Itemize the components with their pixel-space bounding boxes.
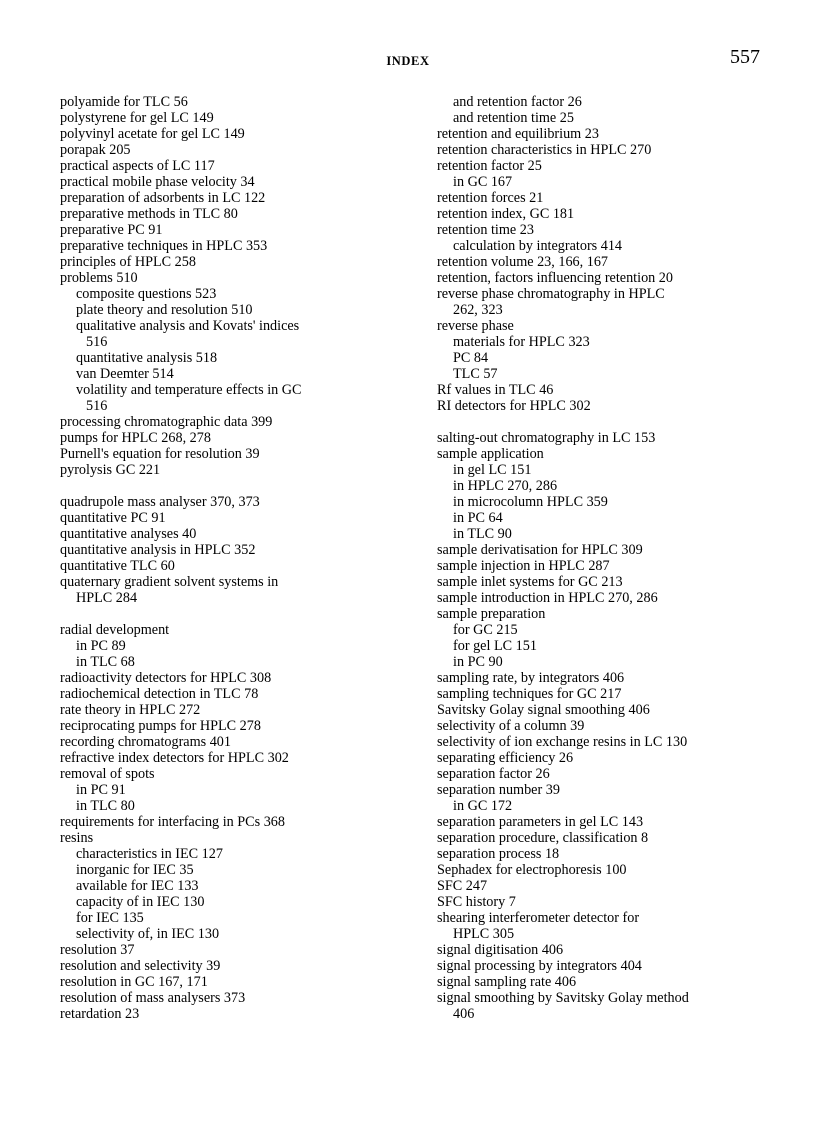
index-subentry: 516 [86,334,108,350]
index-entry: reciprocating pumps for HPLC 278 [60,718,261,734]
index-entry: resins [60,830,94,846]
index-entry: separation process 18 [437,846,560,862]
page-number: 557 [730,46,760,68]
index-entry: pyrolysis GC 221 [60,462,161,478]
index-subentry: materials for HPLC 323 [453,334,590,350]
index-subentry: qualitative analysis and Kovats' indices [76,318,300,334]
index-subentry: in microcolumn HPLC 359 [453,494,608,510]
index-entry: processing chromatographic data 399 [60,414,273,430]
index-entry: separation procedure, classification 8 [437,830,649,846]
index-entry: selectivity of ion exchange resins in LC 130 [437,734,688,750]
index-subentry: quantitative analysis 518 [76,350,218,366]
index-subentry: 406 [453,1006,475,1022]
index-entry: resolution 37 [60,942,135,958]
index-subentry: in PC 90 [453,654,503,670]
index-subentry: and retention factor 26 [453,94,582,110]
index-entry: retardation 23 [60,1006,140,1022]
index-entry: practical aspects of LC 117 [60,158,215,174]
index-entry: radial development [60,622,170,638]
index-entry: practical mobile phase velocity 34 [60,174,255,190]
index-entry: reverse phase chromatography in HPLC [437,286,665,302]
index-subentry: HPLC 305 [453,926,515,942]
index-entry: salting-out chromatography in LC 153 [437,430,656,446]
index-subentry: 262, 323 [453,302,503,318]
index-entry: preparation of adsorbents in LC 122 [60,190,266,206]
index-subentry: for GC 215 [453,622,518,638]
index-entry: resolution of mass analysers 373 [60,990,246,1006]
index-entry: retention, factors influencing retention 20 [437,270,673,286]
index-subentry: composite questions 523 [76,286,217,302]
index-entry: selectivity of a column 39 [437,718,585,734]
index-subentry: TLC 57 [453,366,498,382]
index-entry: retention forces 21 [437,190,544,206]
index-subentry: capacity of in IEC 130 [76,894,205,910]
index-entry: Rf values in TLC 46 [437,382,554,398]
index-subentry: selectivity of, in IEC 130 [76,926,220,942]
index-entry: retention characteristics in HPLC 270 [437,142,652,158]
index-entry: signal digitisation 406 [437,942,564,958]
index-section-gap [60,606,400,622]
index-subentry: in TLC 68 [76,654,135,670]
index-subentry: and retention time 25 [453,110,574,126]
running-head: INDEX [386,54,430,68]
index-entry: quantitative analysis in HPLC 352 [60,542,256,558]
index-entry: polyvinyl acetate for gel LC 149 [60,126,245,142]
index-entry: sample preparation [437,606,546,622]
index-entry: resolution in GC 167, 171 [60,974,208,990]
index-entry: SFC 247 [437,878,488,894]
index-entry: Purnell's equation for resolution 39 [60,446,260,462]
index-entry: porapak 205 [60,142,131,158]
index-entry: signal smoothing by Savitsky Golay method [437,990,689,1006]
index-column-right [437,94,782,1022]
index-entry: retention factor 25 [437,158,542,174]
index-subentry: for IEC 135 [76,910,144,926]
index-entry: problems 510 [60,270,138,286]
index-entry: polystyrene for gel LC 149 [60,110,214,126]
index-entry: separating efficiency 26 [437,750,574,766]
index-subentry: in PC 64 [453,510,503,526]
index-subentry: volatility and temperature effects in GC [76,382,302,398]
index-entry: reverse phase [437,318,514,334]
index-entry: principles of HPLC 258 [60,254,196,270]
index-subentry: inorganic for IEC 35 [76,862,194,878]
index-entry: signal processing by integrators 404 [437,958,642,974]
index-entry: retention and equilibrium 23 [437,126,599,142]
page-header [0,46,816,76]
index-entry: separation number 39 [437,782,560,798]
index-subentry: calculation by integrators 414 [453,238,623,254]
index-entry: refractive index detectors for HPLC 302 [60,750,289,766]
index-subentry: in GC 167 [453,174,513,190]
index-subentry: for gel LC 151 [453,638,537,654]
index-entry: preparative techniques in HPLC 353 [60,238,268,254]
index-entry: RI detectors for HPLC 302 [437,398,591,414]
index-entry: radioactivity detectors for HPLC 308 [60,670,272,686]
index-entry: sample injection in HPLC 287 [437,558,610,574]
index-entry: preparative methods in TLC 80 [60,206,238,222]
index-section-gap [437,414,782,430]
index-subentry: in GC 172 [453,798,513,814]
index-entry: preparative PC 91 [60,222,163,238]
index-entry: polyamide for TLC 56 [60,94,188,110]
index-entry: sampling techniques for GC 217 [437,686,622,702]
index-subentry: PC 84 [453,350,489,366]
index-entry: Savitsky Golay signal smoothing 406 [437,702,650,718]
index-entry: requirements for interfacing in PCs 368 [60,814,285,830]
index-subentry: available for IEC 133 [76,878,199,894]
index-subentry: in TLC 80 [76,798,135,814]
index-entry: shearing interferometer detector for [437,910,640,926]
index-subentry: plate theory and resolution 510 [76,302,253,318]
index-entry: quaternary gradient solvent systems in [60,574,279,590]
index-entry: retention index, GC 181 [437,206,575,222]
index-section-gap [60,478,400,494]
index-entry: sampling rate, by integrators 406 [437,670,625,686]
index-entry: sample introduction in HPLC 270, 286 [437,590,658,606]
index-subentry: in HPLC 270, 286 [453,478,558,494]
index-subentry: 516 [86,398,108,414]
index-entry: resolution and selectivity 39 [60,958,221,974]
index-entry: pumps for HPLC 268, 278 [60,430,211,446]
index-entry: retention volume 23, 166, 167 [437,254,609,270]
index-entry: rate theory in HPLC 272 [60,702,201,718]
index-subentry: characteristics in IEC 127 [76,846,223,862]
index-entry: sample application [437,446,544,462]
index-entry: Sephadex for electrophoresis 100 [437,862,627,878]
index-entry: separation parameters in gel LC 143 [437,814,644,830]
index-subentry: in gel LC 151 [453,462,532,478]
index-entry: retention time 23 [437,222,534,238]
index-subentry: in TLC 90 [453,526,512,542]
index-entry: sample derivatisation for HPLC 309 [437,542,643,558]
index-subentry: in PC 91 [76,782,126,798]
index-entry: recording chromatograms 401 [60,734,231,750]
index-subentry: in PC 89 [76,638,126,654]
index-subentry: van Deemter 514 [76,366,174,382]
index-entry: sample inlet systems for GC 213 [437,574,623,590]
index-entry: removal of spots [60,766,155,782]
index-entry: separation factor 26 [437,766,550,782]
index-column-left [60,94,400,1022]
index-entry: quantitative analyses 40 [60,526,197,542]
index-entry: SFC history 7 [437,894,516,910]
index-entry: quantitative PC 91 [60,510,166,526]
index-entry: quadrupole mass analyser 370, 373 [60,494,260,510]
index-entry: signal sampling rate 406 [437,974,577,990]
index-subentry: HPLC 284 [76,590,138,606]
index-entry: radiochemical detection in TLC 78 [60,686,259,702]
index-entry: quantitative TLC 60 [60,558,175,574]
